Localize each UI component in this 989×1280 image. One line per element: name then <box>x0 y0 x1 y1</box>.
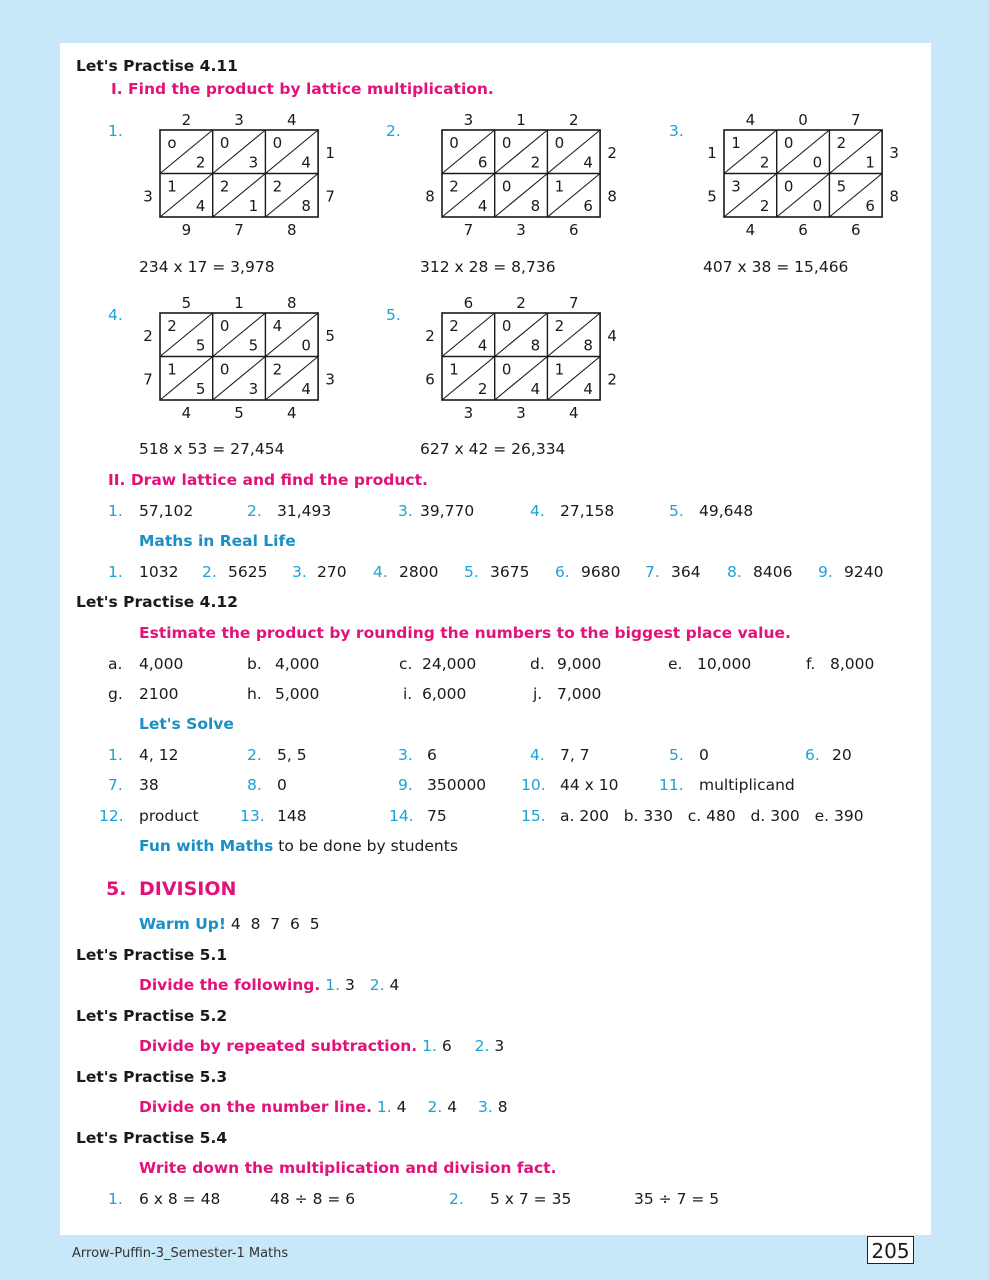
lattice-cell-tens: 2 <box>554 317 565 335</box>
lattice-top-digit: 8 <box>286 294 297 312</box>
answer-number: 4. <box>373 563 388 581</box>
lattice-right-digit: 1 <box>325 143 335 162</box>
answer-value: 57,102 <box>139 502 194 520</box>
warm-up-label: Warm Up! <box>139 915 226 933</box>
lattice-left-digit: 2 <box>425 326 435 345</box>
lattice-cell-tens: 1 <box>167 177 177 196</box>
answer-number: 3. <box>398 502 413 520</box>
chapter-number: 5. <box>106 878 127 900</box>
lattice-cell-units: 8 <box>530 336 541 355</box>
answer-number: 15. <box>521 807 546 825</box>
lattice-bottom-digit: 6 <box>568 221 579 239</box>
lattice-cell-tens: 2 <box>836 134 847 152</box>
answer-letter: f. <box>806 655 816 673</box>
lattice-cell-tens: 0 <box>554 134 565 152</box>
answer-value: 5625 <box>228 563 268 581</box>
warm-up-line <box>139 914 320 934</box>
answer-number: 8. <box>247 776 262 794</box>
answer-number: 11. <box>659 776 684 794</box>
lattice-cell-tens: o <box>167 134 177 152</box>
answer-number: 9. <box>818 563 833 581</box>
lattice-number: 3. <box>669 122 684 140</box>
lattice-cell-tens: 1 <box>731 134 741 152</box>
lattice-cell-units: 4 <box>477 197 488 215</box>
answer-value: 4,000 <box>275 655 320 673</box>
lattice-cell-tens: 0 <box>501 317 512 335</box>
lattice-cell-units: 6 <box>583 197 593 215</box>
answer-value: 8 <box>497 1098 508 1116</box>
answer-number: 1. <box>108 1190 123 1208</box>
lattice-cell-units: 5 <box>195 380 206 398</box>
lattice-left-digit: 1 <box>707 143 717 162</box>
lattice-cell-tens: 1 <box>554 360 565 379</box>
answer-number: 3. <box>398 746 413 764</box>
lattice-right-digit: 7 <box>325 187 335 206</box>
lattice-cell-units: 2 <box>530 153 541 172</box>
lattice-cell-tens: 1 <box>167 360 177 379</box>
lattice-cell-units: 6 <box>477 153 488 172</box>
lattice-cell-units: 6 <box>865 197 875 215</box>
lattice-cell-units: 4 <box>195 197 206 215</box>
answer-number: 12. <box>99 807 124 825</box>
answer-number: 5. <box>464 563 479 581</box>
answer-value: 38 <box>139 776 159 794</box>
answer-value: 9680 <box>581 563 621 581</box>
answer-number: 1. <box>376 1098 392 1116</box>
practise-5-2-line <box>139 1036 504 1056</box>
lattice-cell-units: 0 <box>812 153 823 172</box>
lattice-cell-tens: 0 <box>501 134 512 152</box>
lattice-cell-units: 0 <box>301 336 311 355</box>
answer-value: 3675 <box>490 563 530 581</box>
answer-number: 1. <box>325 976 341 994</box>
lattice-equation: 518 x 53 = 27,454 <box>139 440 285 458</box>
lattice-top-digit: 6 <box>463 294 474 312</box>
lattice-equation: 407 x 38 = 15,466 <box>703 258 849 276</box>
lattice-number: 1. <box>108 122 123 140</box>
answer-value: 4,000 <box>139 655 184 673</box>
lattice-cell-tens: 0 <box>783 177 794 196</box>
answer-number: 4. <box>530 746 545 764</box>
instruction-divide: Divide the following. <box>139 976 321 994</box>
lattice-cell-tens: 4 <box>272 317 283 335</box>
lattice-cell-units: 8 <box>530 197 541 215</box>
answer-value: 4, 12 <box>139 746 179 764</box>
lattice-cell-units: 4 <box>530 380 541 398</box>
lattice-cell-tens: 0 <box>219 360 230 379</box>
lattice-cell-tens: 0 <box>783 134 794 152</box>
answer-value: 44 x 10 <box>560 776 619 794</box>
lattice-top-digit: 4 <box>286 111 297 129</box>
answer-value: product <box>139 807 199 825</box>
answer-number: 10. <box>521 776 546 794</box>
lattice-left-digit: 3 <box>143 187 153 206</box>
lattice-top-digit: 7 <box>850 111 861 129</box>
answer-number: 6. <box>805 746 820 764</box>
lattice-top-digit: 2 <box>568 111 579 129</box>
heading-practise-5-3: Let's Practise 5.3 <box>76 1068 228 1086</box>
answer-number: 8. <box>727 563 742 581</box>
lattice-grid-3 <box>694 108 914 246</box>
instruction-repeated-subtraction: Divide by repeated subtraction. <box>139 1037 418 1055</box>
answer-number: 7. <box>645 563 660 581</box>
answer-value: 10,000 <box>697 655 752 673</box>
lattice-cell-units: 4 <box>477 336 488 355</box>
lattice-cell-tens: 2 <box>272 177 283 196</box>
answer-number: 1. <box>108 563 123 581</box>
answer-value: 0 <box>277 776 287 794</box>
lattice-equation: 234 x 17 = 3,978 <box>139 258 275 276</box>
answer-value: 24,000 <box>422 655 477 673</box>
lattice-cell-tens: 0 <box>501 177 512 196</box>
lattice-cell-units: 4 <box>583 380 593 398</box>
lattice-cell-units: 1 <box>248 197 259 215</box>
lattice-right-digit: 8 <box>889 187 899 206</box>
answer-letter: h. <box>247 685 262 703</box>
answer-value: a. 200 b. 330 c. 480 d. 300 e. 390 <box>560 807 864 825</box>
fun-with-maths-line <box>139 836 458 856</box>
lattice-cell-units: 8 <box>583 336 593 355</box>
lattice-cell-units: 0 <box>812 197 823 215</box>
answer-number: 14. <box>389 807 414 825</box>
answer-value: 6 <box>441 1037 452 1055</box>
lattice-grid-5 <box>412 291 632 429</box>
answer-value: 4 <box>396 1098 407 1116</box>
instruction-draw-lattice: II. Draw lattice and find the product. <box>108 471 428 489</box>
lattice-left-digit: 7 <box>143 370 153 389</box>
lattice-cell-tens: 5 <box>836 177 847 196</box>
answer-number: 2. <box>247 502 262 520</box>
lattice-left-digit: 6 <box>425 370 435 389</box>
answer-value: 8,000 <box>830 655 875 673</box>
lattice-cell-units: 4 <box>301 380 311 398</box>
answer-value: 7,000 <box>557 685 602 703</box>
lattice-bottom-digit: 4 <box>568 404 579 422</box>
lattice-cell-tens: 2 <box>219 177 230 196</box>
answer-value: 9240 <box>844 563 884 581</box>
lattice-left-digit: 5 <box>707 187 717 206</box>
lattice-top-digit: 7 <box>568 294 579 312</box>
answer-letter: a. <box>108 655 123 673</box>
lattice-cell-units: 2 <box>759 197 770 215</box>
lattice-bottom-digit: 7 <box>234 221 244 239</box>
answer-value: 3 <box>494 1037 505 1055</box>
lattice-right-digit: 3 <box>889 143 899 162</box>
lattice-cell-tens: 0 <box>272 134 283 152</box>
lattice-cell-tens: 0 <box>449 134 459 152</box>
lattice-top-digit: 2 <box>181 111 192 129</box>
lattice-cell-tens: 2 <box>272 360 283 379</box>
answer-value: 20 <box>832 746 852 764</box>
lattice-bottom-digit: 3 <box>463 404 474 422</box>
answer-value: 364 <box>671 563 701 581</box>
lattice-right-digit: 4 <box>607 326 617 345</box>
lattice-top-digit: 1 <box>234 294 244 312</box>
lattice-bottom-digit: 4 <box>745 221 756 239</box>
lattice-top-digit: 3 <box>234 111 244 129</box>
answer-letter: b. <box>247 655 262 673</box>
lattice-bottom-digit: 7 <box>463 221 474 239</box>
answer-value: 27,158 <box>560 502 615 520</box>
chapter-title: DIVISION <box>139 878 237 900</box>
division-fact: 35 ÷ 7 = 5 <box>634 1190 720 1208</box>
answer-number: 2. <box>474 1037 490 1055</box>
lattice-cell-units: 8 <box>301 197 311 215</box>
lattice-right-digit: 2 <box>607 370 617 389</box>
heading-practise-5-4: Let's Practise 5.4 <box>76 1129 228 1147</box>
lattice-bottom-digit: 6 <box>798 221 808 239</box>
subheading-lets-solve: Let's Solve <box>139 715 234 733</box>
lattice-bottom-digit: 3 <box>516 404 526 422</box>
lattice-cell-tens: 0 <box>219 134 230 152</box>
answer-number: 2. <box>427 1098 443 1116</box>
answer-value: 0 <box>699 746 709 764</box>
answer-value: multiplicand <box>699 776 795 794</box>
lattice-top-digit: 1 <box>516 111 526 129</box>
instruction-lattice: I. Find the product by lattice multiplication. <box>111 80 494 98</box>
lattice-cell-units: 4 <box>301 153 311 172</box>
answer-letter: e. <box>668 655 683 673</box>
lattice-cell-tens: 2 <box>167 317 177 335</box>
lattice-right-digit: 2 <box>607 143 617 162</box>
answer-value: 5, 5 <box>277 746 307 764</box>
lattice-grid-1 <box>130 108 350 246</box>
lattice-top-digit: 0 <box>798 111 808 129</box>
warm-up-answers: 4 8 7 6 5 <box>225 915 320 933</box>
lattice-number: 2. <box>386 122 401 140</box>
lattice-right-digit: 5 <box>325 326 335 345</box>
answer-value: 8406 <box>753 563 793 581</box>
lattice-cell-units: 5 <box>195 336 206 355</box>
answer-number: 5. <box>669 502 684 520</box>
lattice-number: 5. <box>386 306 401 324</box>
lattice-cell-tens: 1 <box>449 360 459 379</box>
answer-number: 3. <box>478 1098 493 1116</box>
answer-number: 2. <box>449 1190 464 1208</box>
lattice-bottom-digit: 6 <box>850 221 861 239</box>
page-number: 205 <box>867 1236 914 1264</box>
lattice-cell-tens: 0 <box>219 317 230 335</box>
answer-number: 2. <box>202 563 217 581</box>
answer-value: 1032 <box>139 563 179 581</box>
answer-value: 75 <box>427 807 447 825</box>
lattice-grid-4 <box>130 291 350 429</box>
footer-book-title: Arrow-Puffin-3_Semester-1 Maths <box>72 1246 289 1261</box>
instruction-estimate: Estimate the product by rounding the numbers to the biggest place value. <box>139 624 791 642</box>
instruction-number-line: Divide on the number line. <box>139 1098 372 1116</box>
division-fact: 48 ÷ 8 = 6 <box>270 1190 356 1208</box>
heading-practise-5-2: Let's Practise 5.2 <box>76 1007 228 1025</box>
lattice-cell-units: 3 <box>248 380 259 398</box>
answer-value: 6 <box>427 746 437 764</box>
lattice-bottom-digit: 3 <box>516 221 526 239</box>
lattice-bottom-digit: 4 <box>286 404 297 422</box>
answer-value: 49,648 <box>699 502 754 520</box>
answer-value: 4 <box>447 1098 458 1116</box>
answer-number: 13. <box>240 807 265 825</box>
lattice-bottom-digit: 5 <box>234 404 244 422</box>
lattice-left-digit: 8 <box>425 187 435 206</box>
lattice-cell-tens: 3 <box>731 177 741 196</box>
lattice-bottom-digit: 4 <box>181 404 192 422</box>
lattice-top-digit: 2 <box>516 294 526 312</box>
answer-number: 6. <box>555 563 570 581</box>
answer-letter: g. <box>108 685 123 703</box>
lattice-equation: 627 x 42 = 26,334 <box>420 440 566 458</box>
lattice-right-digit: 8 <box>607 187 617 206</box>
multiplication-fact: 5 x 7 = 35 <box>490 1190 572 1208</box>
fun-with-maths-text: to be done by students <box>273 837 458 855</box>
answer-value: 39,770 <box>420 502 475 520</box>
lattice-cell-units: 1 <box>865 153 875 172</box>
answer-number: 1. <box>422 1037 437 1055</box>
answer-value: 31,493 <box>277 502 332 520</box>
subheading-real-life: Maths in Real Life <box>139 532 296 550</box>
answer-value: 270 <box>317 563 347 581</box>
answer-number: 2. <box>369 976 385 994</box>
lattice-cell-units: 2 <box>477 380 488 398</box>
lattice-cell-tens: 0 <box>501 360 512 379</box>
practise-5-3-line <box>139 1097 508 1117</box>
heading-practise-4-11: Let's Practise 4.11 <box>76 57 238 75</box>
answer-letter: i. <box>403 685 413 703</box>
instruction-facts: Write down the multiplication and division fact. <box>139 1159 557 1177</box>
lattice-cell-units: 3 <box>248 153 259 172</box>
lattice-top-digit: 5 <box>181 294 192 312</box>
answer-number: 9. <box>398 776 413 794</box>
lattice-equation: 312 x 28 = 8,736 <box>420 258 556 276</box>
answer-value: 2100 <box>139 685 179 703</box>
practise-5-1-line <box>139 975 399 995</box>
lattice-top-digit: 4 <box>745 111 756 129</box>
answer-value: 3 <box>344 976 355 994</box>
answer-letter: d. <box>530 655 545 673</box>
lattice-cell-units: 2 <box>759 153 770 172</box>
lattice-left-digit: 2 <box>143 326 153 345</box>
lattice-cell-tens: 2 <box>449 317 459 335</box>
answer-number: 1. <box>108 502 123 520</box>
lattice-top-digit: 3 <box>463 111 474 129</box>
heading-practise-5-1: Let's Practise 5.1 <box>76 946 228 964</box>
lattice-cell-units: 5 <box>248 336 259 355</box>
answer-letter: c. <box>399 655 413 673</box>
fun-with-maths-title: Fun with Maths <box>139 837 274 855</box>
answer-value: 6,000 <box>422 685 467 703</box>
answer-value: 148 <box>277 807 307 825</box>
lattice-right-digit: 3 <box>325 370 335 389</box>
lattice-bottom-digit: 8 <box>286 221 297 239</box>
lattice-cell-tens: 1 <box>554 177 565 196</box>
answer-value: 350000 <box>427 776 487 794</box>
answer-number: 7. <box>108 776 123 794</box>
heading-practise-4-12: Let's Practise 4.12 <box>76 593 238 611</box>
answer-number: 1. <box>108 746 123 764</box>
answer-letter: j. <box>533 685 543 703</box>
answer-value: 9,000 <box>557 655 602 673</box>
multiplication-fact: 6 x 8 = 48 <box>139 1190 221 1208</box>
lattice-cell-units: 4 <box>583 153 593 172</box>
lattice-number: 4. <box>108 306 123 324</box>
answer-number: 5. <box>669 746 684 764</box>
answer-value: 5,000 <box>275 685 320 703</box>
lattice-cell-tens: 2 <box>449 177 459 196</box>
answer-number: 4. <box>530 502 545 520</box>
answer-value: 7, 7 <box>560 746 590 764</box>
lattice-bottom-digit: 9 <box>181 221 192 239</box>
lattice-grid-2 <box>412 108 632 246</box>
answer-number: 2. <box>247 746 262 764</box>
answer-number: 3. <box>292 563 307 581</box>
lattice-cell-units: 2 <box>195 153 206 172</box>
answer-value: 4 <box>389 976 400 994</box>
answer-value: 2800 <box>399 563 439 581</box>
